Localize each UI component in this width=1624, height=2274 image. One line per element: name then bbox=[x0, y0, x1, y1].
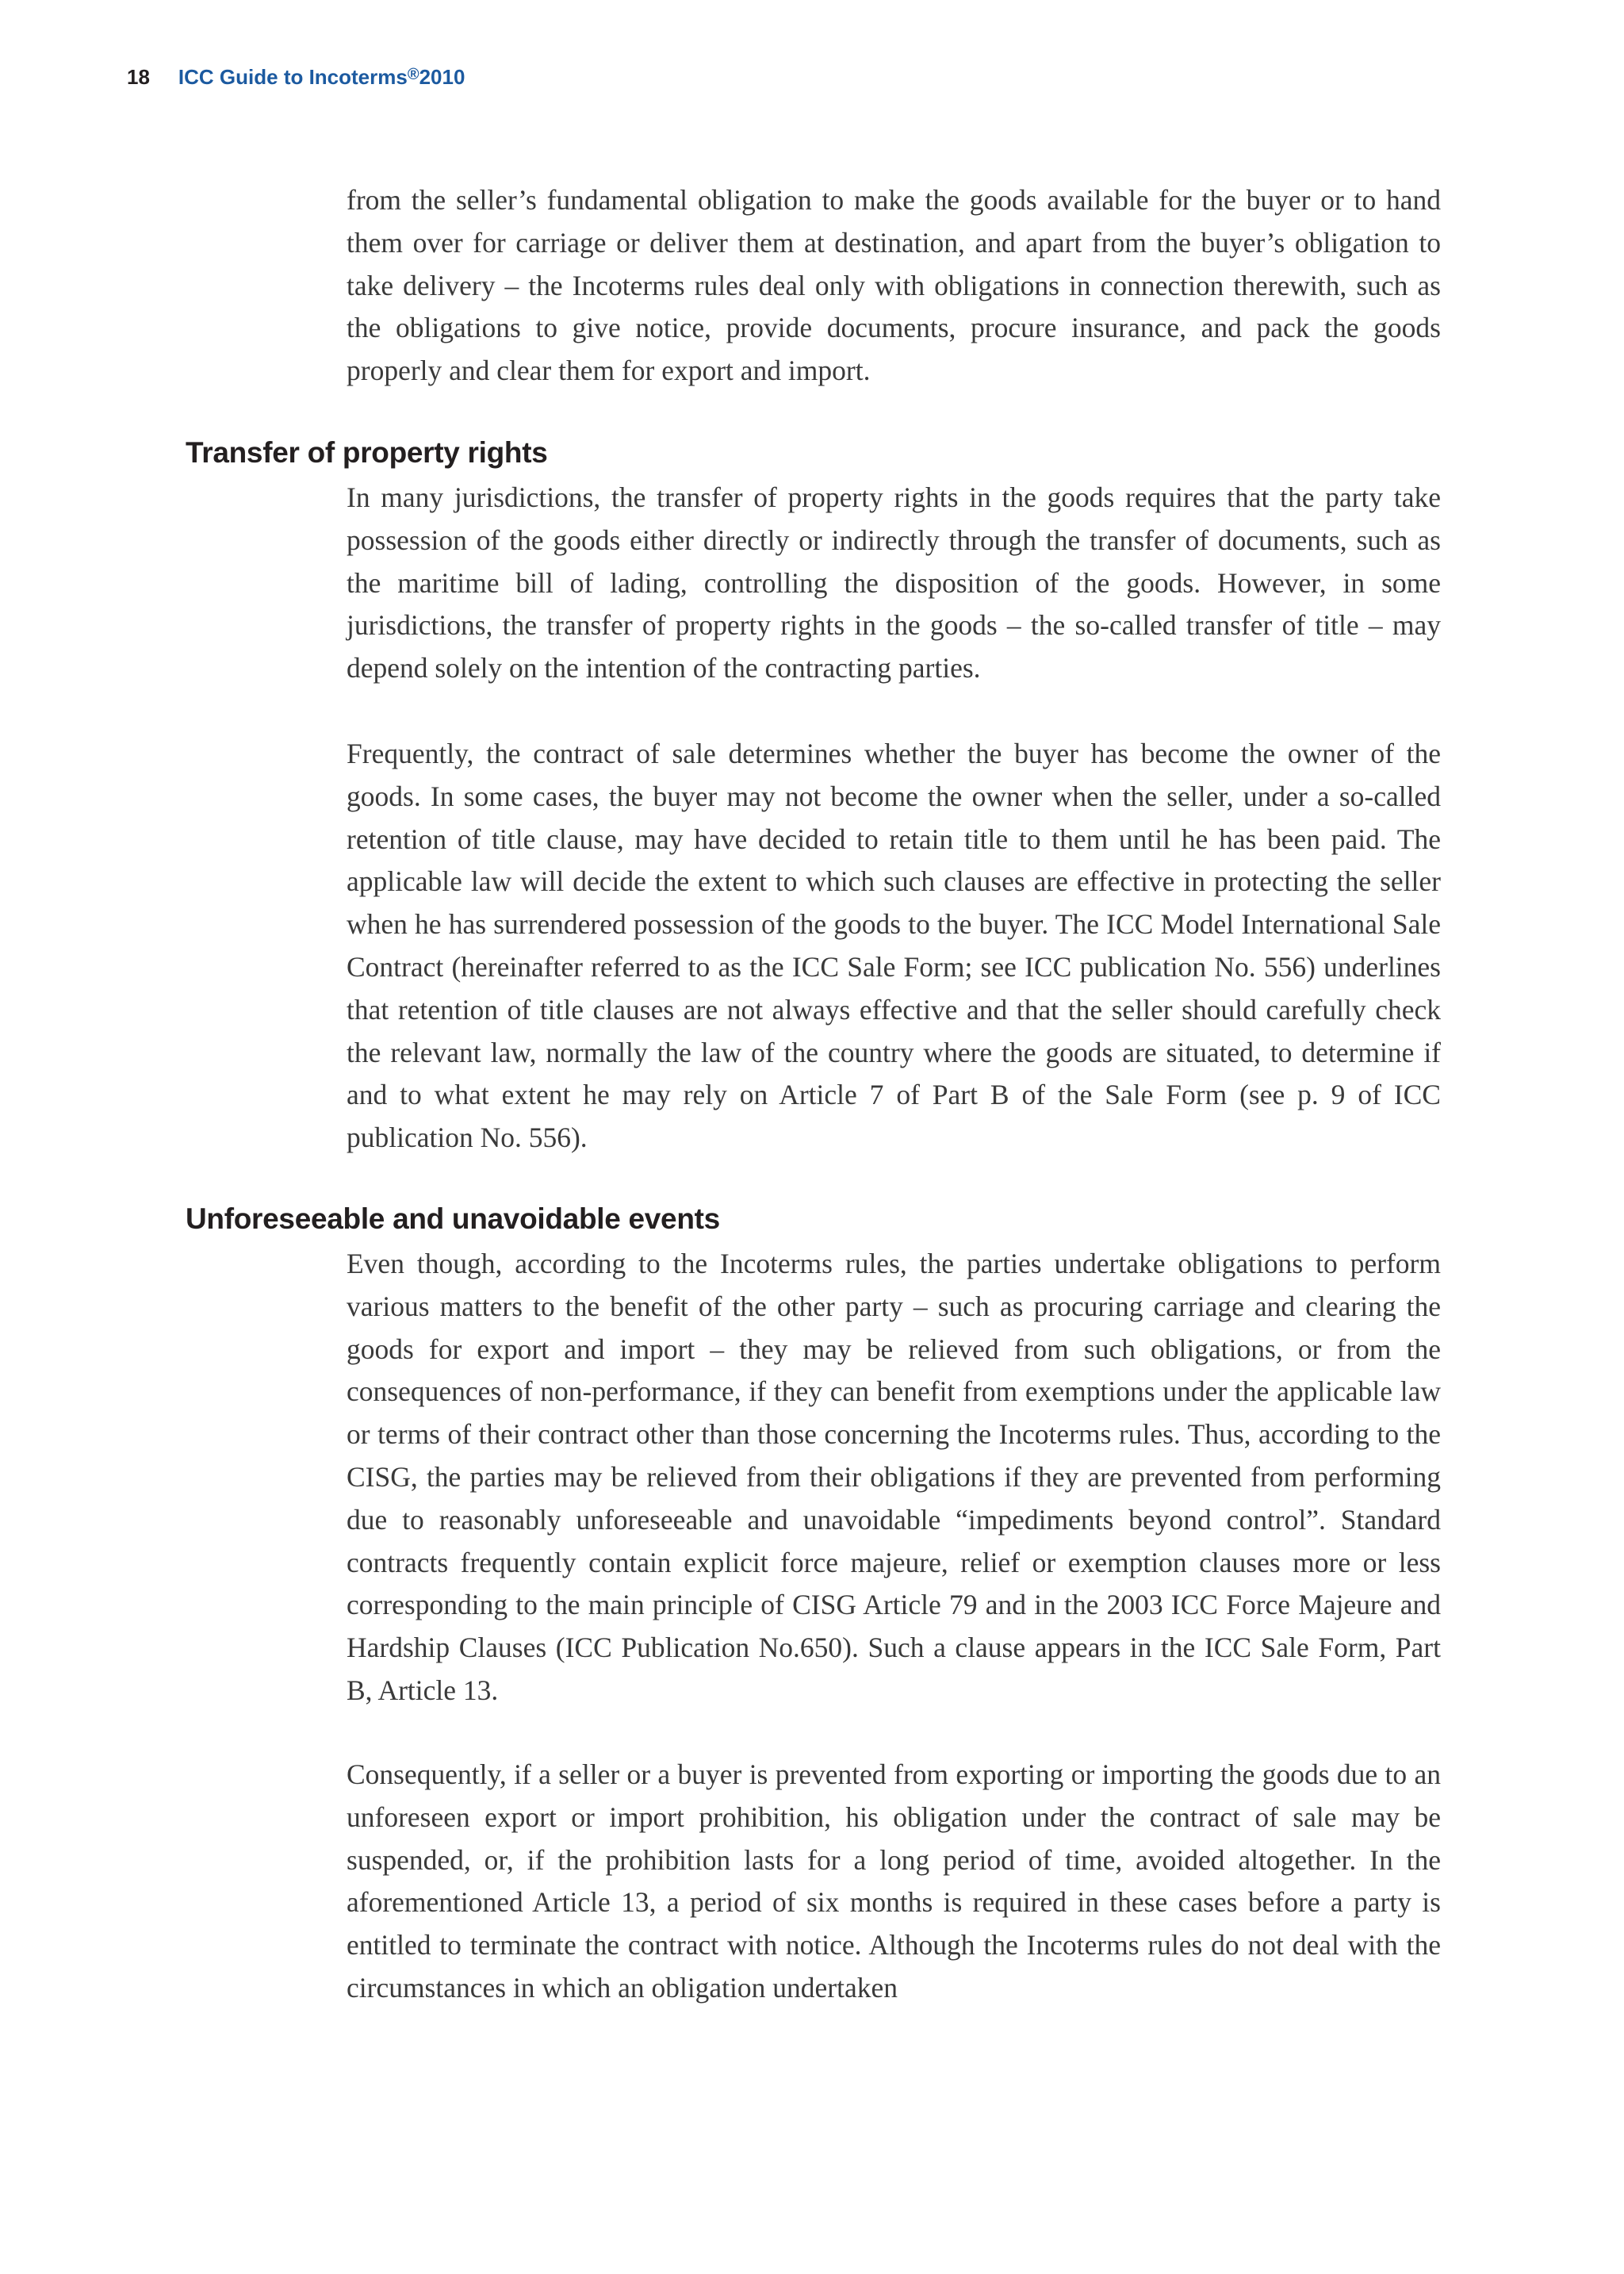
section-heading-unforeseeable-events: Unforeseeable and unavoidable events bbox=[186, 1202, 720, 1235]
page-number: 18 bbox=[127, 65, 150, 89]
book-title bbox=[178, 65, 465, 89]
book-title-text: ICC Guide to Incoterms bbox=[178, 65, 408, 89]
registered-mark: ® bbox=[407, 66, 419, 83]
unforeseeable-events-paragraph-2: Consequently, if a seller or a buyer is prevented from exporting or importing the goods due to an unforeseen export or import prohibition, his obligation under the contract of sale may be suspended, or, if the prohibition lasts for a long period of time, avoided altogether. In the aforementioned Article 13, a period of six months is required in these cases before a party is entitled to terminate the contract with notice. Although the Incoterms rules do not deal with the circumstances in which an obligation undertaken bbox=[347, 1758, 1441, 2004]
book-title-year: 2010 bbox=[419, 65, 465, 89]
section-heading-property-rights: Transfer of property rights bbox=[186, 436, 548, 469]
property-rights-paragraph-2: Frequently, the contract of sale determines whether the buyer has become the owner of the goods. In some cases, the buyer may not become the owner when the seller, under a so-called retention of title clause, may have decided to retain title to them until he has been paid. The applicable law will decide the extent to which such clauses are effective in protecting the seller when he has surrendered possession of the goods to the buyer. The ICC Model International Sale Contract (hereinafter referred to as the ICC Sale Form; see ICC publication No. 556) underlines that retention of title clauses are not always effective and that the seller should carefully check the relevant law, normally the law of the country where the goods are situated, to determine if and to what extent he may rely on Article 7 of Part B of the Sale Form (see p. 9 of ICC publication No. 556). bbox=[347, 738, 1441, 1154]
unforeseeable-events-paragraph-1: Even though, according to the Incoterms rules, the parties undertake obligations to perform various matters to the benefit of the other party – such as procuring carriage and clearing the goods for export and import – they may be relieved from such obligations, or from the consequences of non-performance, if they can benefit from exemptions under the applicable law or terms of their contract other than those concerning the Incoterms rules. Thus, according to the CISG, the parties may be relieved from their obligations if they are prevented from performing due to reasonably unforeseeable and unavoidable “impediments beyond control”. Standard contracts frequently contain explicit force majeure, relief or exemption clauses more or less corresponding to the main principle of CISG Article 79 and in the 2003 ICC Force Majeure and Hardship Clauses (ICC Publication No.650). Such a clause appears in the ICC Sale Form, Part B, Article 13. bbox=[347, 1248, 1441, 1706]
intro-paragraph: from the seller’s fundamental obligation to make the goods available for the buyer or to hand them over for carriage or deliver them at destination, and apart from the buyer’s obligation to take delivery – the Incoterms rules deal only with obligations in connection therewith, such as the obligations to give notice, provide documents, procure insurance, and pack the goods properly and clear them for export and import. bbox=[347, 184, 1441, 387]
property-rights-paragraph-1: In many jurisdictions, the transfer of property rights in the goods requires that the party take possession of the goods either directly or indirectly through the transfer of documents, such as the maritime bill of lading, controlling the disposition of the goods. However, in some jurisdictions, the transfer of property rights in the goods – the so-called transfer of title – may depend solely on the intention of the contracting parties. bbox=[347, 481, 1441, 685]
running-header bbox=[127, 60, 465, 91]
